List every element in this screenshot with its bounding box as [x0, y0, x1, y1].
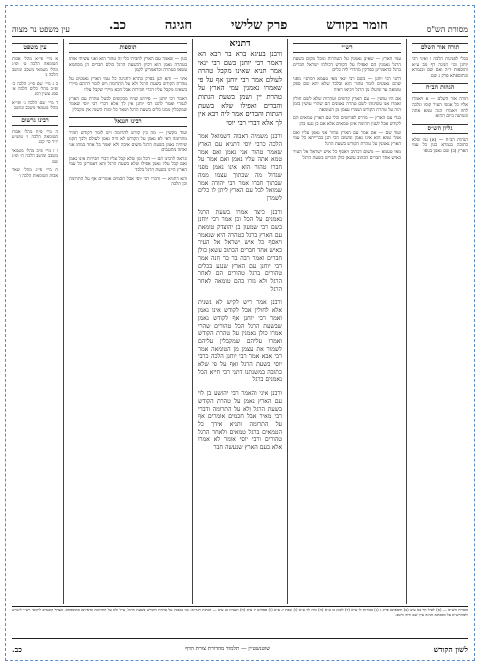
lamp-label: עין משפט נר מצוה	[12, 25, 70, 34]
tosafot-column	[69, 39, 187, 604]
tosafot-paragraph: איני — והא תנן בפרק בתרא דחגיגה כל עמי הארץ נאמנים על טהרת הקודש בשעת הרגל ולא על התרומה ויש לומר דהתם מיירי בשאינו מקבל עליו דברי חבירות אבל הכא מיירי שקבל עליו	[69, 76, 187, 93]
gemara-opening-word: דתניא	[229, 39, 251, 49]
ein-mishpat-entry: א מיי׳ פי״א מהל׳ אבות הטומאה הלכה ט׳ ופ״ג מהל׳ מטמאי משכב ומושב הלכה ג׳	[12, 57, 58, 79]
footer-right-label: לשון הקודש	[433, 644, 468, 654]
rashi-paragraph: עמי הארץ — שאינן נאמנין על הטהרות ומכל מקום בשעת הרגל נאמנין הם ואפילו על הקודש דכולהו ישראל חברים ברגל כדאמרינן בפרקין מהדרי ליה כלים	[293, 57, 401, 74]
right-margin-title: הגהות הב״ח	[412, 83, 468, 93]
footer-rule	[12, 638, 468, 639]
tosafot-paragraph: והא דתניא — ודברי רבי יוסי אבל חכמים אומרים אף על התרומה וכן הלכה	[69, 176, 187, 188]
ein-mishpat-entry: ח מיי׳ פי״ג מהל׳ שאר אבות הטומאות הלכה ו׳	[12, 168, 58, 179]
left-margin-column	[12, 39, 58, 604]
right-margin-block: הגהות הב״ח — (א) גמ׳ שלא כתובה בגמרא כגון כל עמי הארץ (ב) שם נאמן בגופו	[412, 137, 468, 154]
chapter-title: פרק שלישי	[231, 18, 288, 33]
tosafot-paragraph: כגון — שאמר עם הארץ לחבירו כלי זה טהור הוא ואני עשיתי אותו בטהרה נאמן הוא דכיון דבשעת הרגל כולם חברים הן מסתמא עשאו בטהרה וכדאמרינן לקמן	[69, 57, 187, 74]
ein-mishpat-title: עין משפט	[12, 43, 58, 53]
book-title: חומר בקודש	[326, 18, 388, 33]
footer-publisher: שוטנשטיין — תלמוד מהדורת צורת הדף	[185, 646, 271, 652]
rashi-paragraph: דתני רבי יוחנן — בשם רבי ינאי מאי טעמא דמתני׳ מפני שהם נאמנים לומר טהור הוא ובלבד שלא יהא שם ספק טומאה עד שיעלו מן הרגל ויביאו ראיה	[293, 76, 401, 93]
column-divider	[406, 39, 407, 604]
tosafot-paragraph: דאמר רבי יוחנן — פירוש שהיו מבקשים לבטל טהרת עם הארץ לגמרי ואמר להם רבי יוחנן אין לך אלא דברי רבי יוסי שאמר שמקבלין ממנו כלים בשעת הרגל ושאר כל ימות השנה אין מקבלין	[69, 96, 187, 113]
page-header	[12, 14, 468, 34]
tosafot-title: תוספות	[69, 43, 187, 53]
rashi-paragraph: בגדי עם הארץ — מדרס לפרושים וכלי עם הארץ טמאים הם לקודש אבל לענין תרומה אינן טמאים אלא אם כן נגעו בהן	[293, 116, 401, 127]
gemara-paragraph: ורבנן משמיה דאבוה דשמואל אמר הלכה כרבי יוסי דתניא עם הארץ שאמר טהור אני נאמן ואם אמר טמא אתה עליו נאמן ואם אמר על חברו טהור הוא אינו נאמן מפני שגדול מה שבתוך עצמו ממה שבתוך חברו אמר רבי יהודה אמר שמואל לכל עם הארץ ליתן לו כלים לשמרן	[198, 133, 282, 202]
rashi-title: רש״י	[293, 43, 401, 53]
ein-mishpat-entry: ד מיי׳ שם הלכה ג׳ ופי״א מהל׳ מטמאי משכב ומושב	[12, 100, 58, 112]
footer-folio: כב.	[12, 644, 22, 654]
gemara-paragraph: ורבנן כיצד אמרו בשעת הרגל נאמנים על הכל וכן אמר רבי יוחנן בשם רבי שמעון בן יהוצדק טומאת עם הארץ ברגל כטהרה היא שנאמר ויאסף כל איש ישראל אל העיר כאיש אחד חברים הכתוב עשאן כולן חברים ואמר רבה בר בר חנה אמר רבי יוחנן עם הארץ שנגע בכלים טהורים ברגל טהורים הם לאחר הרגל ולא גזרו בהם טומאה לאחר הרגל	[198, 208, 282, 293]
rashi-paragraph: אם היו עושין — עם הארץ קדשים וטהרות שלא לשם חולין ואמרו אנו עשינוהו לשם טהרה נאמנים הם שהרי עושין בזמן הזה על טהרת הקודש ושמרו עצמן מן הטומאה	[293, 96, 401, 113]
rashi-column	[293, 39, 401, 604]
page-footer	[12, 642, 468, 656]
gemara-paragraph: ורבנן בעיגא ברא בר רבא הא דאמר רבי יוחנן בשם רבי ינאי אמר תניא שאינו מקבל טהרה לעולם אמר רבי יוחנן אף על פי שאמרו נאמנין עמי הארץ על טהרת יין ושמן בשעת הגתות והבדים ואפילו שלא בשעת הגתות והבדים אמר ליה רבא אין לך אלא דברי רבי יוסי	[198, 50, 282, 127]
rabbeinu-gershom-title: רבינו גרשום	[12, 116, 58, 126]
footer-notes: מסורת הש״ס — (א) לעיל דף כא ע״ב (ב) תוספתא פרק ג (ג) בכורות לו ע״א (ד) לקמן כו ע״א (ה) נדה לד ע״א (ו) שבת יג ע״א (ז) פסחים יז ע״ב (ח) תענית כג ע״ב — הגהות הגר״א: גמ׳ נאמנין על טהרת הקודש בשעת הרגל, צ״ל ולא על התרומה כדאיתא בתוספתא. מצרף קונטרס ליקוטי רש״י ליש״ש ולמהרש״א על מסכתא חגיגה עיין שם ודוק היטב.	[12, 608, 468, 617]
tractate-title: חגיגה	[164, 18, 193, 33]
footer-notes-rule	[12, 606, 468, 607]
talmud-page	[5, 5, 475, 661]
rashi-paragraph: ועוד שם — אם אמר עם הארץ טהור אני נאמן עליו ואם אמר טמא הוא אינו נאמן ומשום הכי תנן בברייתא כל עמי הארץ נאמנין על טהרת הקודש בשעת הרגל	[293, 130, 401, 147]
ein-mishpat-entry: ה מיי׳ פ״ח מהל׳ אבות הטומאה הלכה ז׳ טוש״ע יו״ד סי׳ קכג	[12, 129, 58, 146]
tosafot-paragraph: ועוד מקשין — מה בין קודש לתרומה ויש לומר דקודש חמיר מתרומה דאי לא נאמן על הקודש לא היה נאמן לעולם ולכך תקנו שיהיה נאמן בשעת הרגל משום איבה ולא יאמר כל אחד במתו אני ואתה מתגנבים	[69, 131, 187, 154]
right-margin-title: תורה אור השלם	[412, 43, 468, 53]
ein-mishpat-entry: ב ג מיי׳ שם פי״ג הלכה ב׳ ופ״ב מהל׳ כלים הלכה א׳ סמג עשין רמג	[12, 81, 58, 98]
folio-number: כב.	[108, 18, 126, 33]
gemara-column	[198, 39, 282, 604]
page-columns	[12, 39, 468, 604]
column-divider	[287, 39, 288, 604]
tosafot-paragraph: ונראה לרבינו תם — דכל זמן שלא קבל עליו דברי חבירות אינו נאמן ואם קבל עליו נאמן אפילו שלא בשעת הרגל והא דאמרינן כל עמי הארץ היינו בשעת הרגל בלבד	[69, 156, 187, 173]
column-divider	[63, 39, 64, 604]
rashi-paragraph: מאי טעמא — משום דכתיב ויאסף כל איש ישראל אל העיר כאיש אחד חברים הכתוב עשאן כולן חברים בשעת הרגל	[293, 150, 401, 161]
header-rule	[12, 36, 468, 37]
ein-mishpat-entry: ו ז מיי׳ פ״ב מהל׳ מטמאי משכב ומושב הלכה ח׳ ופ״ג שם	[12, 148, 58, 165]
gemara-paragraph: ורבנן איני והאמר רבי יהושע בן לוי עם הארץ נאמן על טהרת הקודש בשעת הרגל ולא על התרומה ודברי רבי מאיר אבל חכמים אומרים אף על התרומה ותניא אידך כל הטמאים ברגל טמאים ולאחר הרגל טהורים ורבי יוסי אומר לא אמרו אלא בעם הארץ שנעשה חבר	[198, 390, 282, 452]
rabbeinu-chananel-title: רבינו חננאל	[69, 117, 187, 127]
right-margin-title: גליון הש״ס	[412, 124, 468, 134]
column-divider	[192, 39, 193, 604]
right-margin-block: תורה אור השלם — א ויאמרו אליו כל אנשי העיר קומו ונלכה לחוז ויאמרו הנה טמא אתה ונשתנה ביום ההוא	[412, 97, 468, 120]
right-margin-block: בבלי לפניגות הלכה ז ואיני רבי יוחנן וכו׳ חגיגה דף מב ע״א ותוספות ד״ה ואם שם ובגמרא ובתוספתא פרק ג שם	[412, 57, 468, 79]
right-margin-column	[412, 39, 468, 604]
marginal-label: מסורת הש"ס	[426, 25, 468, 34]
gemara-paragraph: ורבנן אמר ריש לקיש לא נשנית אלא לחולין אבל לקודש אינו נאמן ואמר רבי יוחנן אף לקודש נאמן שבשעת הרגל הכל טהורים שהרי אמרו כולן נאמנין על טהרת הקודש ואמרו עליהם שמקבלין עליהם לשמור את עצמן מן הטומאה אמר רבי אבא אמר רבי יוחנן הלכה כרבי יוסי בשעת הרגל ואף על פי שלא כתובה במשנתנו דתני רבי חייא הכל נאמנים ברגל	[198, 299, 282, 384]
